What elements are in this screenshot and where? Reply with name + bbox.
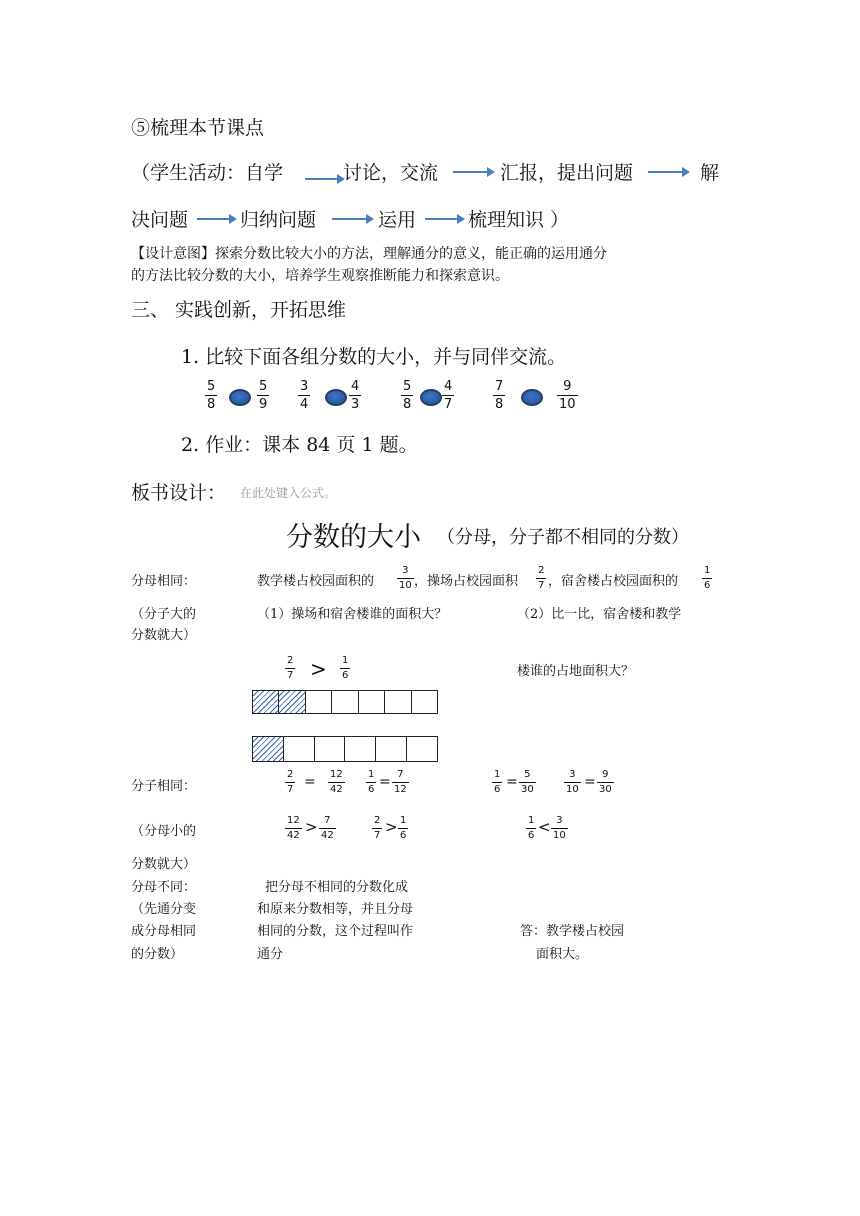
fraction: 9 10 (559, 379, 576, 412)
tongfen-definition: 和原来分数相等，并且分母 (257, 902, 414, 917)
tongfen-definition: 相同的分数，这个过程叫作 (257, 924, 414, 939)
equals-sign: = (379, 774, 391, 790)
fraction: 1 6 (528, 815, 535, 841)
question-2: （2）比一比，宿舍楼和教学 (517, 607, 682, 622)
board-title: 分数的大小 (286, 522, 421, 553)
fraction: 2 7 (287, 655, 294, 681)
fraction: 2 7 (374, 815, 381, 841)
fraction: 4 3 (351, 379, 360, 412)
fraction: 3 10 (553, 815, 566, 841)
sixths-grid (252, 736, 438, 762)
fraction: 7 12 (394, 769, 407, 795)
fraction: 1 6 (704, 565, 711, 591)
different-denominator-label: 分母不同： (131, 880, 197, 895)
activity-discuss: 讨论，交流 (343, 162, 439, 184)
tongfen-definition: 通分 (257, 947, 284, 962)
activity-report: 汇报，提出问题 (500, 162, 634, 184)
greater-than-sign: > (310, 657, 327, 681)
fraction: 5 8 (403, 379, 412, 412)
fraction: 7 42 (321, 815, 334, 841)
fraction: 1 6 (494, 769, 501, 795)
fraction: 12 42 (287, 815, 300, 841)
equation-placeholder[interactable]: 在此处键入公式。 (240, 486, 337, 500)
rule-common-denominator: （先通分变 (131, 902, 197, 917)
problem-text: 教学楼占校园面积的 (257, 574, 375, 589)
fraction: 2 7 (287, 769, 294, 795)
rule-common-denominator: 的分数） (131, 947, 184, 962)
comparison-circle[interactable] (325, 389, 347, 406)
comparison-circle[interactable] (420, 389, 442, 406)
arrow-icon (425, 218, 463, 220)
comparison-circle[interactable] (521, 389, 543, 406)
rule-bigger-numerator: 分数就大） (131, 628, 197, 643)
fraction: 1 6 (342, 655, 349, 681)
rule-bigger-numerator: （分子大的 (131, 607, 197, 622)
activity-solve-tail: 决问题 (131, 209, 189, 231)
fraction: 3 4 (300, 379, 309, 412)
arrow-icon (332, 218, 372, 220)
fraction: 5 30 (521, 769, 534, 795)
arrow-icon (197, 218, 235, 220)
task1: 1. 比较下面各组分数的大小，并与同伴交流。 (181, 346, 567, 368)
section5-title: ⑤梳理本节课点 (131, 117, 265, 139)
board-label: 板书设计： (131, 482, 227, 504)
fraction: 1 6 (368, 769, 375, 795)
section3-title: 三、 实践创新，开拓思维 (131, 299, 347, 321)
fraction: 9 30 (599, 769, 612, 795)
task2: 2. 作业：课本 84 页 1 题。 (181, 434, 418, 456)
sevenths-grid (252, 690, 438, 714)
answer: 面积大。 (536, 947, 589, 962)
rule-smaller-denominator: （分母小的 (131, 824, 197, 839)
greater-than-sign: > (305, 818, 318, 836)
question-2: 楼谁的占地面积大？ (517, 664, 635, 679)
problem-text: ，操场占校园面积 (414, 574, 519, 589)
fraction: 3 10 (566, 769, 579, 795)
activity-apply: 运用 (378, 209, 417, 231)
equals-sign: = (506, 774, 518, 790)
rule-common-denominator: 成分母相同 (131, 924, 197, 939)
arrow-icon (648, 171, 688, 173)
question-1: （1）操场和宿舍楼谁的面积大？ (257, 607, 448, 622)
answer: 答：教学楼占校园 (520, 924, 625, 939)
rule-smaller-denominator: 分数就大） (131, 857, 197, 872)
activity-solve-head: 解 (700, 162, 720, 184)
equals-sign: = (304, 774, 316, 790)
design-intent-line2: 的方法比较分数的大小，培养学生观察推断能力和探索意识。 (131, 268, 509, 284)
fraction: 12 42 (330, 769, 343, 795)
same-numerator-label: 分子相同： (131, 779, 197, 794)
board-subtitle: （分母，分子都不相同的分数） (437, 527, 689, 548)
fraction: 3 10 (399, 565, 412, 591)
fraction: 5 8 (207, 379, 216, 412)
fraction: 4 7 (444, 379, 453, 412)
arrow-icon (453, 171, 493, 173)
comparison-circle[interactable] (229, 389, 251, 406)
activity-induce: 归纳问题 (240, 209, 317, 231)
fraction: 7 8 (495, 379, 504, 412)
activity-organize: 梳理知识 ） (468, 209, 570, 231)
design-intent-line1: 【设计意图】探索分数比较大小的方法，理解通分的意义，能正确的运用通分 (131, 246, 607, 262)
arrow-icon (305, 178, 343, 180)
same-denominator-label: 分母相同： (131, 574, 197, 589)
equals-sign: = (584, 774, 596, 790)
problem-text: ，宿舍楼占校园面积的 (548, 574, 679, 589)
greater-than-sign: > (385, 818, 398, 836)
tongfen-definition: 把分母不相同的分数化成 (265, 880, 409, 895)
activity-open: （学生活动：自学 (131, 162, 284, 184)
fraction: 5 9 (259, 379, 268, 412)
fraction: 1 6 (400, 815, 407, 841)
fraction: 2 7 (538, 565, 545, 591)
less-than-sign: < (538, 818, 551, 836)
